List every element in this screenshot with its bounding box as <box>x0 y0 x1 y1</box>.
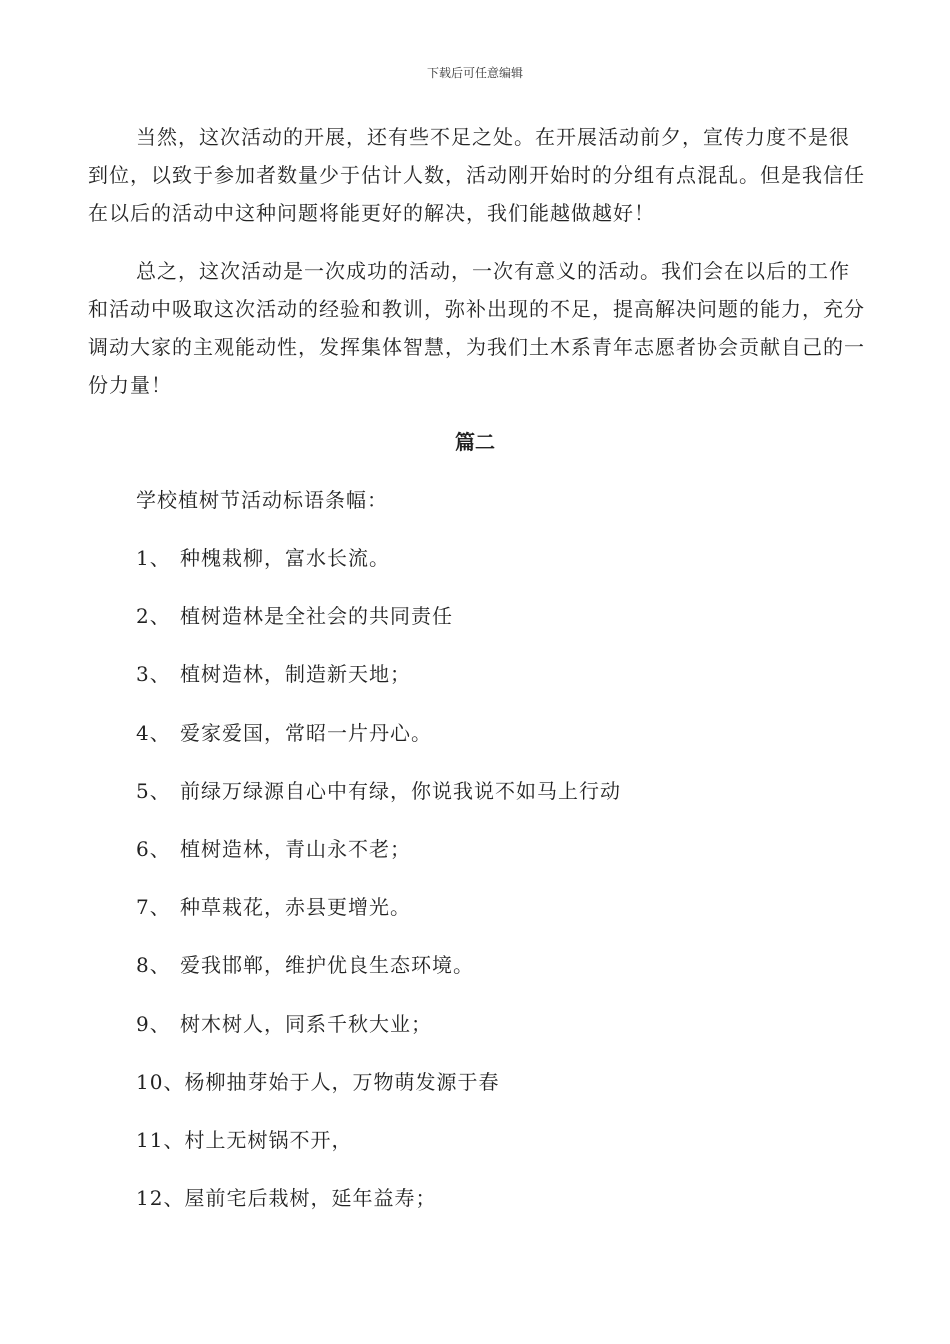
list-item-text: 树木树人，同系千秋大业； <box>180 1011 432 1036</box>
list-item <box>136 1008 621 1066</box>
list-item <box>136 1124 621 1182</box>
list-item-number: 5、 <box>136 778 171 803</box>
section-title: 篇二 <box>455 430 495 454</box>
list-item-number: 2、 <box>136 604 171 629</box>
list-item-number: 12、 <box>136 1186 185 1211</box>
list-item-number: 7、 <box>136 895 171 920</box>
list-item <box>136 949 621 1007</box>
list-item-number: 9、 <box>136 1011 171 1036</box>
list-item <box>136 833 621 891</box>
list-item <box>136 1066 621 1124</box>
paragraph-shortcomings: 当然，这次活动的开展，还有些不足之处。在开展活动前夕，宣传力度不是很到位，以致于参加者数量少于估计人数，活动刚开始时的分组有点混乱。但是我信任在以后的活动中这种问题将能更好的解决，我们能越做越好！ <box>88 125 865 225</box>
list-item-number: 10、 <box>136 1069 185 1094</box>
list-item-text: 爱家爱国，常昭一片丹心。 <box>180 720 432 745</box>
list-item <box>136 717 621 775</box>
list-item-number: 1、 <box>136 546 171 570</box>
paragraph-summary: 总之，这次活动是一次成功的活动，一次有意义的活动。我们会在以后的工作和活动中吸取这次活动的经验和教训，弥补出现的不足，提高解决问题的能力，充分调动大家的主观能动性，发挥集体智慧，为我们土木系青年志愿者协会贡献自己的一份力量！ <box>88 259 865 397</box>
section-intro: 学校植树节活动标语条幅： <box>136 488 388 512</box>
list-item-number: 4、 <box>136 720 171 745</box>
list-item-number: 8、 <box>136 953 171 978</box>
list-item-text: 屋前宅后栽树，延年益寿； <box>184 1186 437 1211</box>
list-item-number: 6、 <box>136 836 171 861</box>
list-item <box>136 891 621 949</box>
list-item-text: 杨柳抽芽始于人，万物萌发源于春 <box>184 1069 500 1094</box>
list-item-text: 前绿万绿源自心中有绿，你说我说不如马上行动 <box>180 778 621 803</box>
list-item <box>136 542 621 600</box>
list-item <box>136 775 621 833</box>
list-item-text: 种槐栽柳，富水长流。 <box>180 546 390 570</box>
list-item-number: 3、 <box>136 662 171 687</box>
list-item-text: 种草栽花，赤县更增光。 <box>180 895 411 920</box>
list-item <box>136 658 621 716</box>
list-item-number: 11、 <box>136 1127 185 1152</box>
list-item-text: 植树造林是全社会的共同责任 <box>180 604 453 629</box>
list-item <box>136 1182 621 1240</box>
page-header-note: 下载后可任意编辑 <box>426 66 523 80</box>
list-item-text: 植树造林，青山永不老； <box>180 836 411 861</box>
list-item-text: 植树造林，制造新天地； <box>180 662 411 687</box>
list-item <box>136 600 621 658</box>
slogan-list <box>136 542 621 1240</box>
list-item-text: 村上无树锅不开， <box>184 1127 353 1152</box>
list-item-text: 爱我邯郸，维护优良生态环境。 <box>180 953 474 978</box>
